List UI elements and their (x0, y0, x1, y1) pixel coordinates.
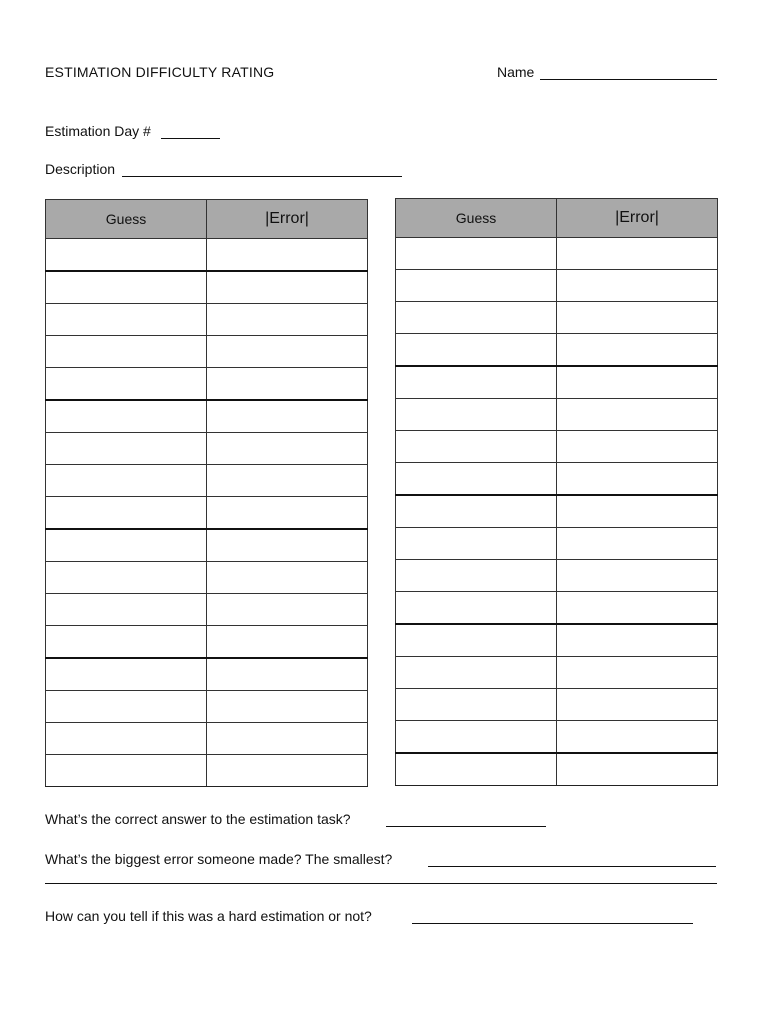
guess-column-header: Guess (396, 199, 557, 238)
guess-cell[interactable] (396, 495, 557, 528)
error-cell[interactable] (557, 657, 718, 689)
correct-answer-field[interactable] (386, 826, 546, 827)
guess-cell[interactable] (46, 755, 207, 787)
guess-cell[interactable] (396, 689, 557, 721)
table-row (396, 624, 718, 657)
table-row (46, 433, 368, 465)
guess-cell[interactable] (46, 626, 207, 659)
guess-cell[interactable] (46, 723, 207, 755)
error-cell[interactable] (557, 238, 718, 270)
table-row (396, 528, 718, 560)
error-cell[interactable] (557, 560, 718, 592)
guess-cell[interactable] (46, 433, 207, 465)
table-row (396, 238, 718, 270)
table-row (46, 594, 368, 626)
table-row (396, 721, 718, 754)
table-row (46, 723, 368, 755)
question-biggest-smallest-error: What’s the biggest error someone made? The smallest? (45, 851, 393, 867)
guess-cell[interactable] (46, 529, 207, 562)
name-label: Name (497, 64, 535, 80)
guess-cell[interactable] (46, 691, 207, 723)
error-cell[interactable] (207, 497, 368, 530)
guess-cell[interactable] (46, 271, 207, 304)
guess-cell[interactable] (46, 239, 207, 272)
table-row (396, 753, 718, 786)
name-field[interactable] (540, 79, 717, 80)
error-cell[interactable] (207, 723, 368, 755)
table-row (46, 400, 368, 433)
error-cell[interactable] (557, 721, 718, 754)
error-cell[interactable] (207, 529, 368, 562)
hard-estimation-answer-field[interactable] (412, 923, 693, 924)
table-row (46, 239, 368, 272)
table-row (46, 755, 368, 787)
error-cell[interactable] (557, 302, 718, 334)
table-row (46, 691, 368, 723)
guess-cell[interactable] (46, 465, 207, 497)
guess-cell[interactable] (396, 270, 557, 302)
table-row (46, 658, 368, 691)
guess-cell[interactable] (46, 336, 207, 368)
guess-error-table-left (45, 199, 368, 787)
table-row (396, 302, 718, 334)
table-row (396, 399, 718, 431)
guess-cell[interactable] (396, 366, 557, 399)
error-cell[interactable] (557, 366, 718, 399)
description-field[interactable] (122, 176, 402, 177)
error-answer-field-continued[interactable] (45, 883, 717, 884)
error-cell[interactable] (557, 592, 718, 625)
table-row (46, 336, 368, 368)
error-cell[interactable] (557, 270, 718, 302)
error-cell[interactable] (557, 431, 718, 463)
table-row (46, 562, 368, 594)
error-cell[interactable] (207, 271, 368, 304)
guess-cell[interactable] (396, 463, 557, 496)
error-cell[interactable] (207, 626, 368, 659)
error-cell[interactable] (207, 239, 368, 272)
error-cell[interactable] (207, 400, 368, 433)
guess-cell[interactable] (46, 562, 207, 594)
guess-column-header: Guess (46, 200, 207, 239)
table-row (396, 560, 718, 592)
worksheet-title: ESTIMATION DIFFICULTY RATING (45, 64, 275, 80)
error-cell[interactable] (207, 691, 368, 723)
guess-cell[interactable] (396, 592, 557, 625)
guess-cell[interactable] (396, 302, 557, 334)
guess-cell[interactable] (46, 594, 207, 626)
guess-cell[interactable] (396, 721, 557, 754)
table-row (396, 463, 718, 496)
error-cell[interactable] (557, 399, 718, 431)
error-column-header: |Error| (557, 199, 718, 238)
guess-cell[interactable] (396, 560, 557, 592)
guess-cell[interactable] (46, 400, 207, 433)
error-cell[interactable] (557, 463, 718, 496)
table-row (396, 592, 718, 625)
guess-cell[interactable] (46, 497, 207, 530)
error-cell[interactable] (207, 658, 368, 691)
error-cell[interactable] (557, 753, 718, 786)
table-row (46, 529, 368, 562)
table-row (396, 689, 718, 721)
error-cell[interactable] (207, 336, 368, 368)
table-row (46, 304, 368, 336)
guess-cell[interactable] (396, 657, 557, 689)
estimation-day-label: Estimation Day # (45, 123, 151, 139)
table-row (396, 657, 718, 689)
error-cell[interactable] (207, 433, 368, 465)
table-row (396, 366, 718, 399)
guess-cell[interactable] (46, 368, 207, 401)
guess-cell[interactable] (396, 624, 557, 657)
table-row (396, 431, 718, 463)
guess-error-table-right (395, 198, 718, 786)
error-answer-field[interactable] (428, 866, 716, 867)
guess-cell[interactable] (396, 238, 557, 270)
error-cell[interactable] (207, 368, 368, 401)
error-cell[interactable] (207, 562, 368, 594)
guess-cell[interactable] (396, 334, 557, 367)
table-row (46, 626, 368, 659)
table-header-row (396, 199, 718, 238)
error-cell[interactable] (557, 528, 718, 560)
estimation-day-field[interactable] (161, 138, 220, 139)
guess-cell[interactable] (396, 399, 557, 431)
table-row (46, 465, 368, 497)
error-cell[interactable] (207, 755, 368, 787)
error-cell[interactable] (557, 334, 718, 367)
guess-cell[interactable] (396, 753, 557, 786)
guess-cell[interactable] (46, 658, 207, 691)
table-row (46, 271, 368, 304)
error-cell[interactable] (557, 495, 718, 528)
table-row (46, 368, 368, 401)
table-row (396, 270, 718, 302)
error-cell[interactable] (207, 304, 368, 336)
question-hard-estimation: How can you tell if this was a hard estimation or not? (45, 908, 372, 924)
question-correct-answer: What’s the correct answer to the estimation task? (45, 811, 351, 827)
error-cell[interactable] (207, 594, 368, 626)
guess-cell[interactable] (46, 304, 207, 336)
error-cell[interactable] (557, 689, 718, 721)
error-column-header: |Error| (207, 200, 368, 239)
error-cell[interactable] (557, 624, 718, 657)
guess-cell[interactable] (396, 431, 557, 463)
table-row (396, 495, 718, 528)
table-row (396, 334, 718, 367)
error-cell[interactable] (207, 465, 368, 497)
table-header-row (46, 200, 368, 239)
description-label: Description (45, 161, 116, 177)
guess-cell[interactable] (396, 528, 557, 560)
table-row (46, 497, 368, 530)
